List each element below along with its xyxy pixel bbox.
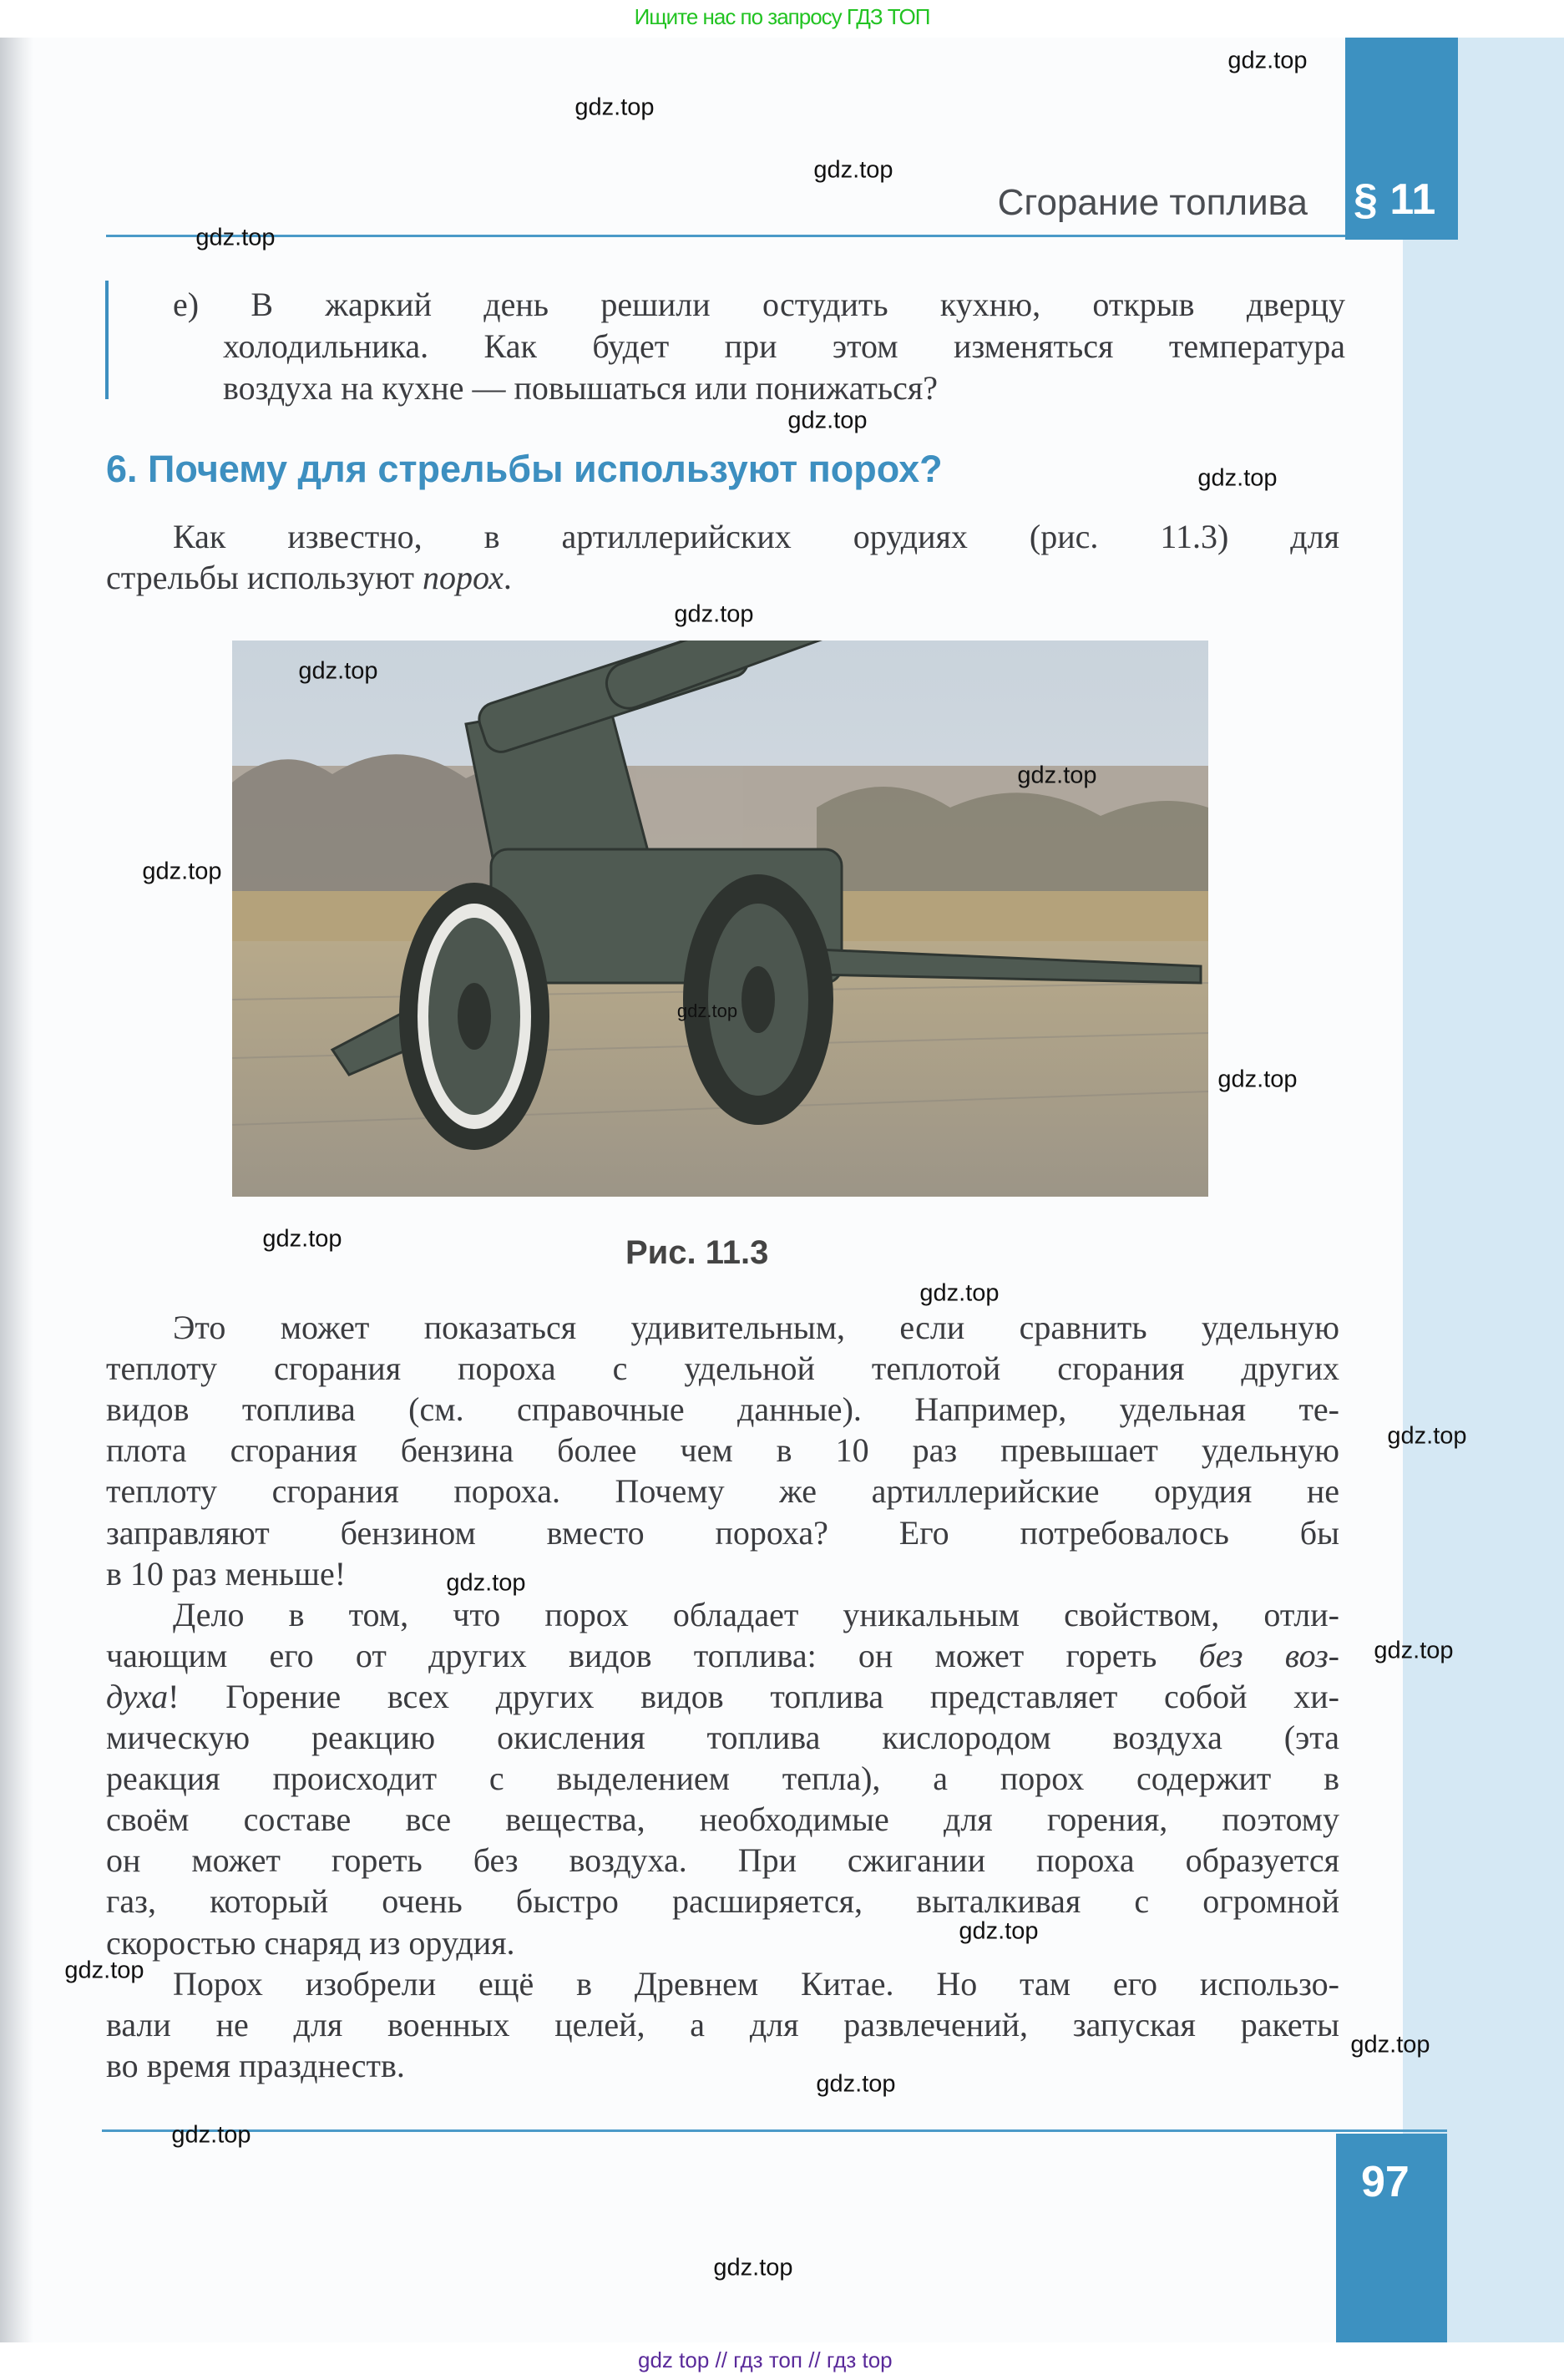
text-segment: заправляют бензином вместо пороха? Его потребовалось бы — [106, 1513, 1339, 1552]
text-segment: Как известно, в артиллерийских орудиях (рис. 11.3) для — [173, 518, 1339, 555]
text-line — [106, 1553, 774, 1594]
watermark: gdz.top — [676, 1000, 738, 1021]
footer-rule — [102, 2129, 1447, 2132]
text-line — [106, 1430, 1339, 1471]
text-line — [106, 1676, 1339, 1717]
text-line — [173, 284, 1345, 325]
text-segment: он может гореть без воздуха. При сжигании пороха образуется — [106, 1841, 1339, 1880]
page-edge-strip — [1403, 38, 1564, 2342]
italic-text: порох — [422, 559, 504, 596]
text-line — [173, 1307, 1339, 1348]
watermark: gdz.top — [674, 600, 754, 628]
text-segment: вали не для военных целей, а для развлечений, запуская ракеты — [106, 2005, 1339, 2043]
question-bar — [105, 281, 109, 399]
top-banner — [0, 0, 1564, 38]
watermark: gdz.top — [813, 156, 893, 184]
watermark: gdz.top — [959, 1917, 1039, 1945]
text-line — [106, 1840, 1339, 1881]
text-line — [106, 1389, 1339, 1430]
italic-text: духа — [106, 1677, 169, 1715]
watermark: gdz.top — [1387, 1422, 1467, 1450]
text-segment: теплоту сгорания пороха с удельной теплотой сгорания других — [106, 1350, 1339, 1388]
text-segment: холодильника. Как будет при этом изменяться температура — [223, 327, 1345, 365]
text-segment: е) В жаркий день решили остудить кухню, открыв дверцу — [173, 286, 1345, 323]
watermark: gdz.top — [1227, 47, 1308, 74]
text-segment: газ, который очень быстро расширяется, выталкивая с огромной — [106, 1882, 1339, 1921]
watermark: gdz.top — [142, 858, 222, 885]
watermark: gdz.top — [1017, 762, 1097, 789]
text-segment: в 10 раз меньше! — [106, 1554, 347, 1593]
watermark: gdz.top — [1217, 1066, 1298, 1093]
watermark: gdz.top — [574, 94, 655, 121]
watermark: gdz.top — [1374, 1637, 1454, 1664]
text-line — [106, 1635, 1339, 1676]
text-line — [106, 2004, 1339, 2045]
text-line — [106, 2045, 774, 2086]
watermark: gdz.top — [816, 2070, 896, 2098]
text-segment: чающим его от других видов топлива: он может гореть — [106, 1636, 1199, 1674]
text-line — [106, 1758, 1339, 1799]
text-segment: мическую реакцию окисления топлива кислородом воздуха (эта — [106, 1719, 1339, 1756]
text-segment: Дело в том, что порох обладает уникальным свойством, отли- — [173, 1595, 1339, 1633]
text-segment: скоростью снаряд из орудия. — [106, 1923, 515, 1962]
text-line — [223, 326, 1345, 367]
cannon-image — [232, 641, 1208, 1197]
watermark: gdz.top — [262, 1225, 342, 1253]
text-line — [223, 367, 974, 408]
watermark: gdz.top — [919, 1279, 1000, 1307]
text-segment: своём составе все вещества, необходимые для горения, поэтому — [106, 1800, 1339, 1839]
section-tab — [1345, 38, 1458, 240]
text-line — [106, 1717, 1339, 1758]
bottom-banner-links[interactable]: gdz top // гдз топ // гдз top — [638, 2347, 893, 2372]
text-line — [173, 1594, 1339, 1635]
text-line — [106, 1348, 1339, 1389]
top-banner-text[interactable]: Ищите нас по запросу ГДЗ ТОП — [634, 4, 930, 29]
text-line — [106, 557, 858, 598]
watermark: gdz.top — [713, 2254, 793, 2281]
text-segment: Порох изобрели ещё в Древнем Китае. Но там его использо- — [173, 1964, 1339, 2003]
text-segment: плота сгорания бензина более чем в 10 раз превышает удельную — [106, 1431, 1339, 1470]
page-gutter — [0, 38, 33, 2342]
section-heading: 6. Почему для стрельбы используют порох? — [106, 448, 943, 490]
text-segment: реакция происходит с выделением тепла), а порох содержит в — [106, 1760, 1339, 1798]
text-line — [173, 1963, 1339, 2004]
watermark: gdz.top — [195, 224, 276, 251]
text-line — [106, 1471, 1339, 1512]
text-line — [106, 1881, 1339, 1922]
section-number: § 11 — [1354, 175, 1436, 224]
page-number-tab — [1336, 2134, 1447, 2342]
text-segment: Это может показаться удивительным, если сравнить удельную — [173, 1309, 1339, 1346]
watermark: gdz.top — [1197, 464, 1278, 492]
italic-text: без воз- — [1198, 1636, 1339, 1674]
watermark: gdz.top — [446, 1569, 526, 1597]
text-segment: во время празднеств. — [106, 2046, 405, 2084]
text-line — [106, 1799, 1339, 1840]
text-segment: видов топлива (см. справочные данные). Например, удельная те- — [106, 1390, 1339, 1429]
text-segment: теплоту сгорания пороха. Почему же артиллерийские орудия не — [106, 1472, 1339, 1511]
watermark: gdz.top — [64, 1957, 144, 1984]
watermark: gdz.top — [787, 407, 868, 434]
text-line — [106, 1512, 1339, 1553]
watermark: gdz.top — [298, 657, 378, 685]
text-segment: ! Горение всех других видов топлива представляет собой хи- — [168, 1677, 1339, 1715]
header-rule — [106, 235, 1345, 237]
figure-caption: Рис. 11.3 — [625, 1234, 769, 1271]
text-segment: воздуха на кухне — повышаться или понижаться? — [223, 369, 938, 407]
text-line — [106, 1922, 774, 1963]
text-segment: . — [503, 559, 512, 596]
text-segment: стрельбы используют — [106, 559, 423, 596]
watermark: gdz.top — [171, 2121, 251, 2149]
running-header-title: Сгорание топлива — [997, 182, 1308, 223]
page-number: 97 — [1361, 2158, 1410, 2206]
text-line — [173, 516, 1339, 557]
figure-cannon-photo — [232, 641, 1208, 1197]
watermark: gdz.top — [1350, 2031, 1430, 2058]
bottom-banner — [0, 2342, 1564, 2380]
